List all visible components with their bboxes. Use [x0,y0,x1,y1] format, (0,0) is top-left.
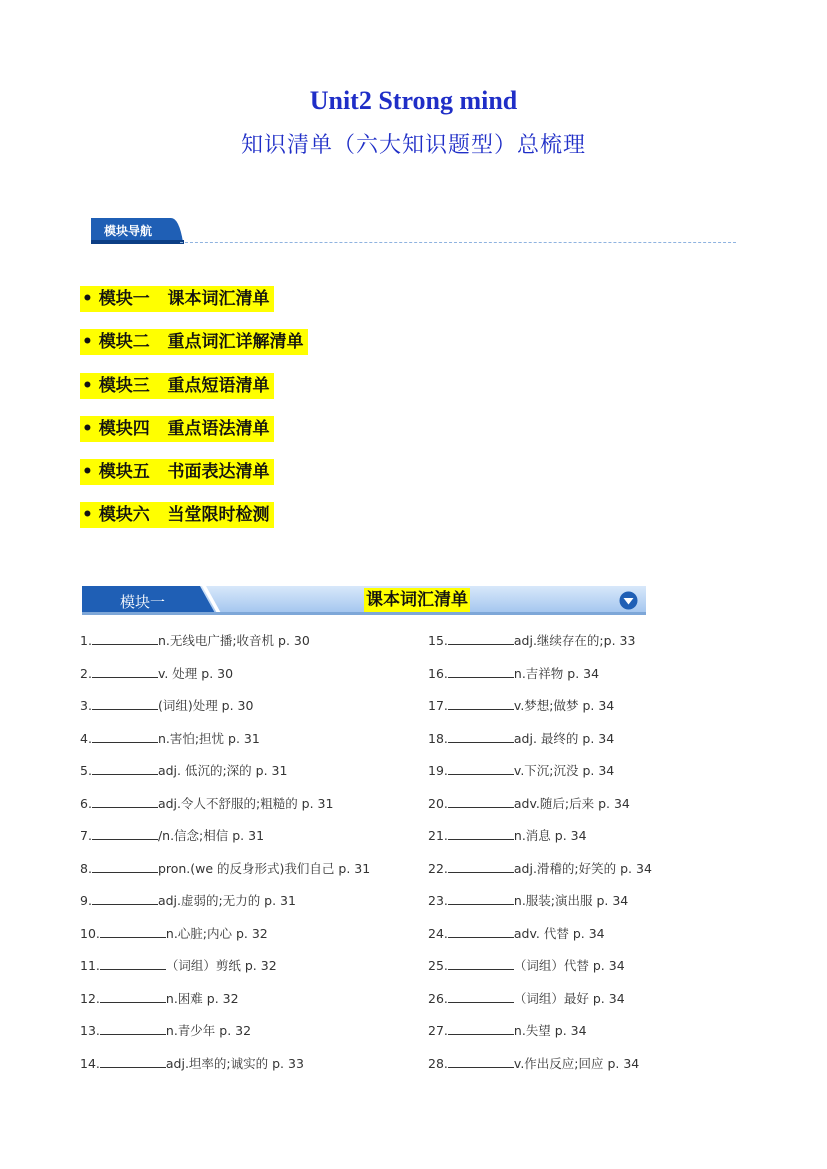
vocab-item [428,758,652,791]
vocab-definition: n.心脏;内心 p. 32 [165,925,268,941]
vocab-definition: adv. 代替 p. 34 [513,925,605,941]
vocab-definition: n.服装;演出服 p. 34 [513,893,629,908]
vocab-column-left [80,628,370,1083]
vocab-answer-blank[interactable] [92,890,158,905]
vocab-definition: n.害怕;担忧 p. 31 [157,730,260,746]
vocab-definition: pron.(we 的反身形式)我们自己 p. 31 [157,860,371,876]
vocab-answer-blank[interactable] [448,988,514,1003]
vocab-column-right [428,628,652,1083]
vocab-item [80,628,370,661]
vocab-definition: n.困难 p. 32 [165,990,239,1006]
nav-item-module-1[interactable]: • 模块一 课本词汇清单 [80,286,274,312]
vocab-answer-blank[interactable] [448,663,514,678]
vocab-item [428,888,652,921]
vocab-item [80,1051,370,1084]
vocab-definition: （词组）代替 p. 34 [513,958,625,973]
vocab-number: 25. [428,958,448,973]
vocab-definition: （词组）剪纸 p. 32 [165,958,277,973]
vocab-number: 21. [428,828,448,843]
vocab-number: 7. [80,828,92,843]
vocab-definition: adj.令人不舒服的;粗糙的 p. 31 [157,795,334,811]
vocab-item [80,1018,370,1051]
vocab-answer-blank[interactable] [448,955,514,970]
nav-tab-label: 模块导航 [104,224,153,238]
vocab-definition: n.青少年 p. 32 [165,1023,252,1038]
nav-item-module-5[interactable]: • 模块五 书面表达清单 [80,459,274,485]
vocab-number: 10. [80,925,100,941]
page-subtitle: 知识清单（六大知识题型）总梳理 [240,133,586,158]
section-header-bar [82,586,646,615]
vocab-answer-blank[interactable] [100,1020,166,1035]
vocab-number: 11. [80,958,100,973]
vocab-definition: adj. 低沉的;深的 p. 31 [157,763,288,778]
vocab-number: 4. [80,730,92,746]
vocab-answer-blank[interactable] [92,663,158,678]
vocab-answer-blank[interactable] [448,760,514,775]
vocab-answer-blank[interactable] [448,630,514,645]
vocab-definition: v.梦想;做梦 p. 34 [513,698,615,713]
vocab-item [80,953,370,986]
vocab-item [80,888,370,921]
vocab-answer-blank[interactable] [92,695,158,710]
vocab-number: 20. [428,795,448,811]
vocab-definition: n.无线电广播;收音机 p. 30 [157,633,310,648]
vocab-item [80,856,370,889]
vocab-item [428,953,652,986]
vocab-number: 18. [428,730,448,746]
vocab-definition: （词组）最好 p. 34 [513,990,625,1006]
vocab-answer-blank[interactable] [448,728,514,743]
vocab-item [80,661,370,694]
vocab-definition: n.吉祥物 p. 34 [513,665,600,681]
vocab-item [428,726,652,759]
vocab-definition: adj. 最终的 p. 34 [513,730,615,746]
vocab-answer-blank[interactable] [448,825,514,840]
vocab-item [80,823,370,856]
vocab-number: 17. [428,698,448,713]
vocab-number: 9. [80,893,92,908]
vocab-number: 12. [80,990,100,1006]
vocab-answer-blank[interactable] [448,793,514,808]
vocab-item [428,1018,652,1051]
module-nav-tab [91,216,186,244]
vocab-item [428,693,652,726]
section-module-label: 模块一 [120,593,166,611]
vocab-item [428,791,652,824]
vocab-item [80,791,370,824]
vocab-item [428,628,652,661]
vocab-item [80,986,370,1019]
vocab-number: 8. [80,860,92,876]
nav-item-module-3[interactable]: • 模块三 重点短语清单 [80,373,274,399]
vocab-number: 13. [80,1023,100,1038]
vocab-definition: v.下沉;沉没 p. 34 [513,763,615,778]
vocab-number: 3. [80,698,92,713]
module-nav-list [80,286,308,546]
vocab-answer-blank[interactable] [100,955,166,970]
vocab-number: 5. [80,763,92,778]
vocab-answer-blank[interactable] [448,890,514,905]
vocab-number: 15. [428,633,448,648]
vocab-answer-blank[interactable] [92,858,158,873]
vocab-item [80,693,370,726]
vocab-number: 2. [80,665,92,681]
vocab-definition: n.消息 p. 34 [513,828,587,843]
vocab-answer-blank[interactable] [92,630,158,645]
vocab-answer-blank[interactable] [100,1053,166,1068]
vocab-definition: /n.信念;相信 p. 31 [157,828,265,843]
vocab-answer-blank[interactable] [92,793,158,808]
nav-item-module-2[interactable]: • 模块二 重点词汇详解清单 [80,329,308,355]
vocab-item [80,726,370,759]
nav-item-module-4[interactable]: • 模块四 重点语法清单 [80,416,274,442]
vocab-definition: (词组)处理 p. 30 [157,698,254,713]
vocab-definition: adj.继续存在的;p. 33 [513,633,636,648]
vocab-answer-blank[interactable] [448,923,514,938]
vocab-item [80,921,370,954]
vocab-answer-blank[interactable] [100,988,166,1003]
vocab-definition: adj.滑稽的;好笑的 p. 34 [513,860,652,876]
vocab-answer-blank[interactable] [92,760,158,775]
vocab-number: 6. [80,795,92,811]
vocab-item [428,856,652,889]
vocab-number: 14. [80,1055,100,1071]
vocab-answer-blank[interactable] [92,728,158,743]
vocab-number: 19. [428,763,448,778]
vocab-item [428,986,652,1019]
vocab-answer-blank[interactable] [448,1020,514,1035]
vocab-item [80,758,370,791]
vocab-number: 23. [428,893,448,908]
vocab-item [428,661,652,694]
vocab-answer-blank[interactable] [92,825,158,840]
vocab-item [428,823,652,856]
vocab-item [428,921,652,954]
vocab-definition: v. 处理 p. 30 [157,665,234,681]
vocab-number: 28. [428,1055,448,1071]
vocab-number: 22. [428,860,448,876]
vocab-number: 1. [80,633,92,648]
vocab-answer-blank[interactable] [448,858,514,873]
vocab-number: 24. [428,925,448,941]
vocab-number: 27. [428,1023,448,1038]
vocab-definition: n.失望 p. 34 [513,1023,587,1038]
vocab-definition: adj.虚弱的;无力的 p. 31 [157,893,296,908]
vocab-definition: adv.随后;后来 p. 34 [513,795,630,811]
vocab-definition: adj.坦率的;诚实的 p. 33 [165,1055,304,1071]
vocab-definition: v.作出反应;回应 p. 34 [513,1055,640,1071]
vocab-answer-blank[interactable] [448,1053,514,1068]
vocab-answer-blank[interactable] [448,695,514,710]
section-title: 课本词汇清单 [366,590,468,610]
nav-item-module-6[interactable]: • 模块六 当堂限时检测 [80,502,274,528]
vocab-number: 16. [428,665,448,681]
vocab-number: 26. [428,990,448,1006]
nav-divider [180,242,736,243]
page-title: Unit2 Strong mind [309,86,518,115]
vocab-answer-blank[interactable] [100,923,166,938]
vocab-item [428,1051,652,1084]
